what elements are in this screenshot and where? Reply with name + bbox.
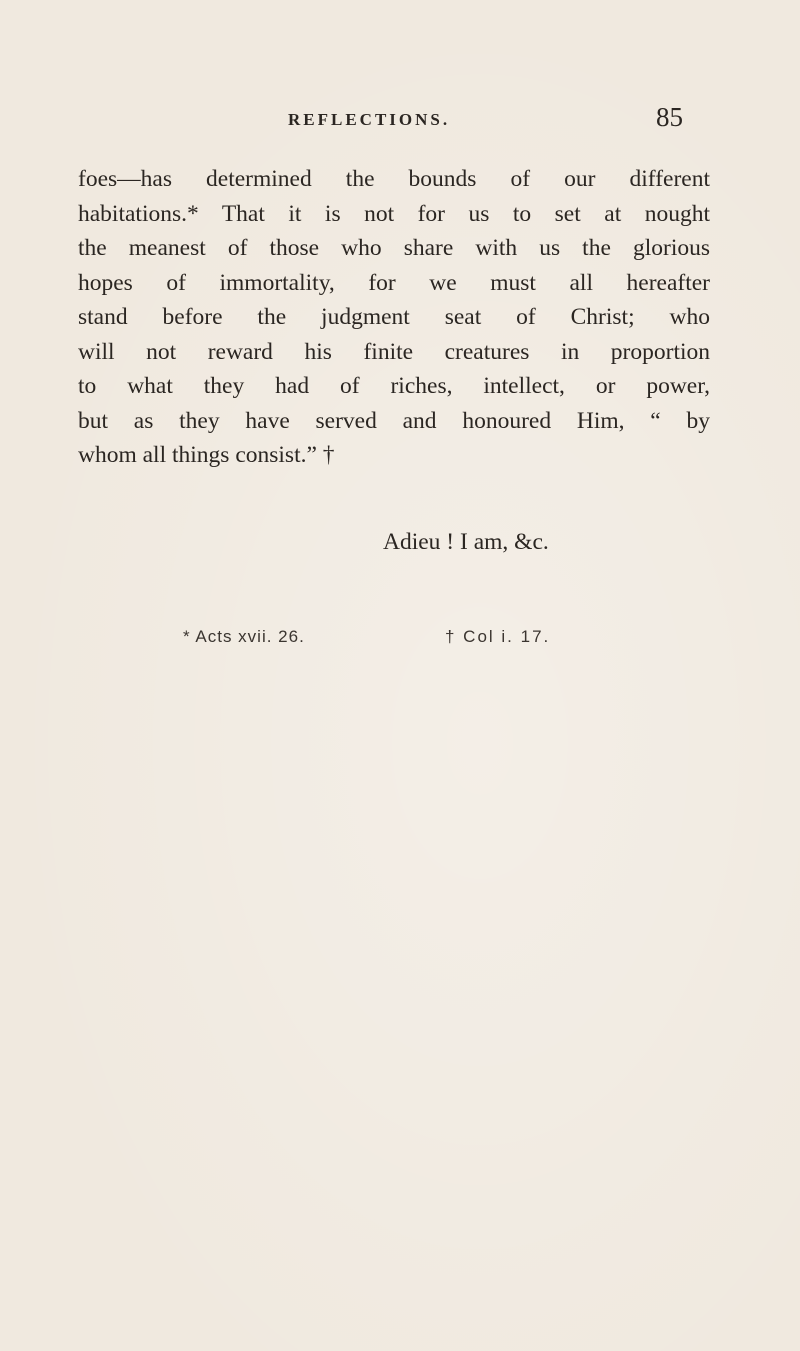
footnote-acts: * Acts xvii. 26. xyxy=(183,627,305,646)
text-line: whom all things consist.” † xyxy=(78,442,335,468)
closing-line: Adieu ! I am, &c. xyxy=(383,529,549,555)
footnotes xyxy=(0,627,800,657)
page-header xyxy=(0,102,800,142)
text-line: but as they have served and honoured Him, “ by xyxy=(78,407,710,434)
text-line: hopes of immortality, for we must all hereafter xyxy=(78,269,710,296)
body-text xyxy=(78,162,710,473)
text-line: foes—has determined the bounds of our different xyxy=(78,166,710,192)
text-line: habitations.* That it is not for us to set at nought xyxy=(78,200,710,227)
text-line: stand before the judgment seat of Christ; who xyxy=(78,304,710,330)
footnote-col: † Col i. 17. xyxy=(445,627,551,646)
page-number: 85 xyxy=(656,102,683,132)
text-line: will not reward his finite creatures in proportion xyxy=(78,338,710,365)
text-line: the meanest of those who share with us the glorious xyxy=(78,235,710,261)
running-head: REFLECTIONS. xyxy=(288,110,451,129)
text-line: to what they had of riches, intellect, or power, xyxy=(78,373,710,399)
